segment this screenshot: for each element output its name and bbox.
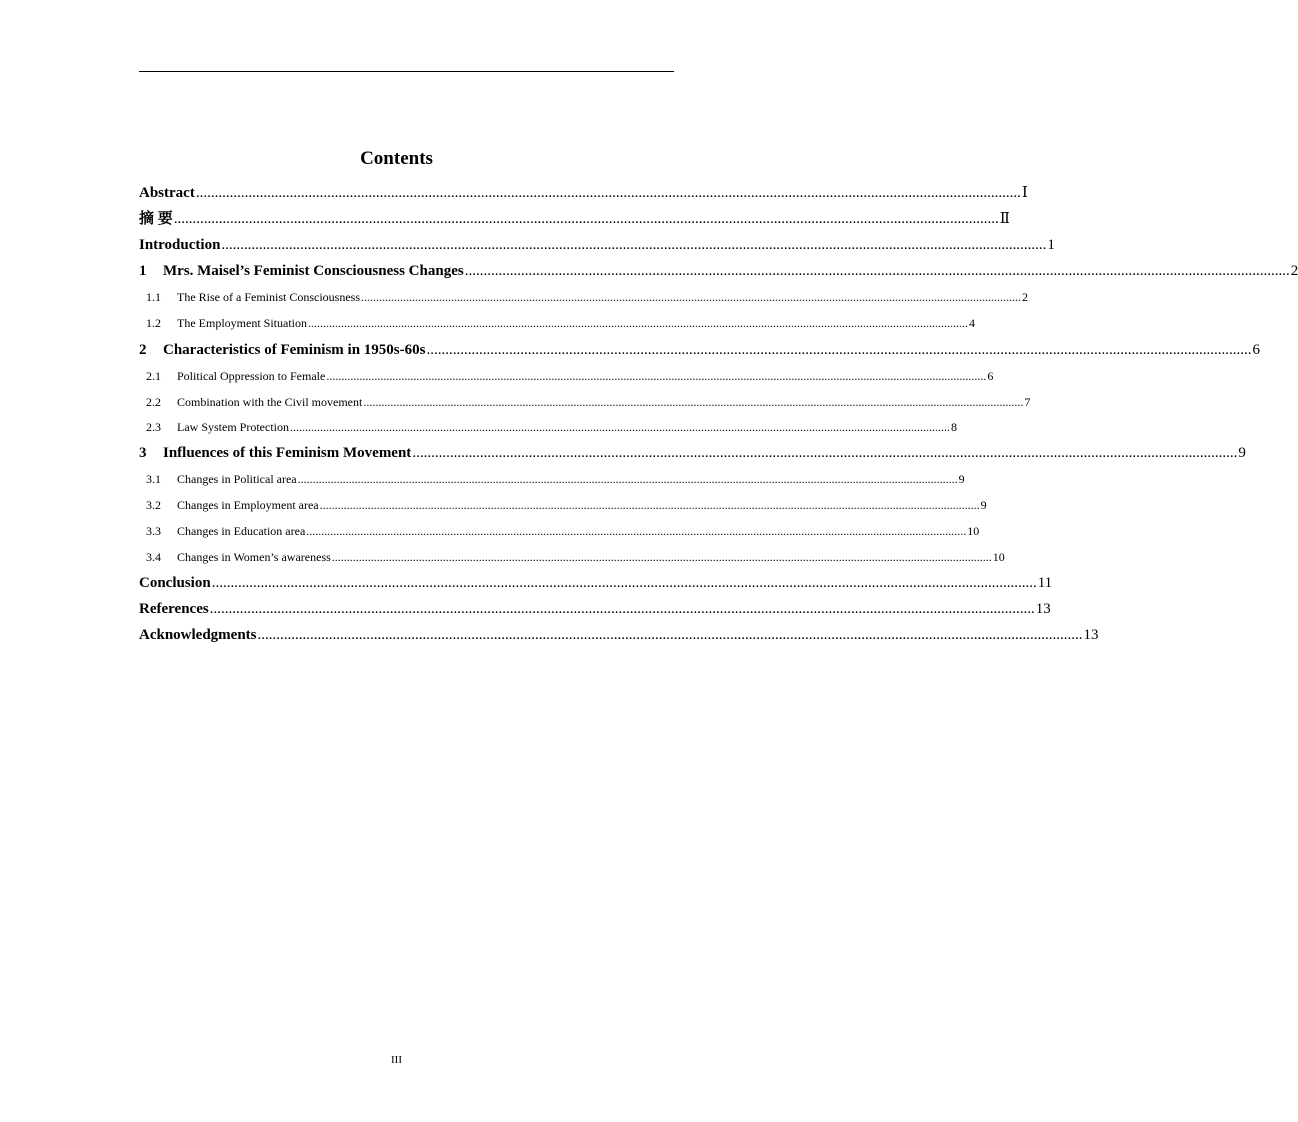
- toc-entry-page: 10: [992, 550, 1005, 564]
- toc-dot-leader: ............................................................................................................................................................................................................................: [173, 211, 999, 227]
- toc-entry-page: 9: [980, 498, 987, 512]
- toc-entry-number: 2.1: [146, 369, 161, 383]
- toc-entry-text: Characteristics of Feminism in 1950s-60s: [163, 342, 426, 358]
- toc-entry-text: The Employment Situation: [177, 316, 307, 330]
- toc-dot-leader: ............................................................................................................................................................................................................................: [326, 369, 987, 383]
- toc-entry-number: 1: [139, 263, 147, 279]
- toc-entry[interactable]: [146, 522, 980, 540]
- toc-title: Contents: [360, 148, 433, 169]
- toc-entry[interactable]: [139, 625, 1099, 645]
- toc-entry[interactable]: [139, 261, 1298, 281]
- toc-entry-text: Changes in Political area: [177, 472, 297, 486]
- toc-entry[interactable]: [139, 599, 1051, 619]
- toc-dot-leader: ............................................................................................................................................................................................................................: [412, 445, 1238, 461]
- toc-entry[interactable]: [139, 183, 1028, 203]
- toc-entry[interactable]: [139, 443, 1246, 463]
- toc-entry[interactable]: [139, 209, 1010, 229]
- toc-entry[interactable]: [146, 418, 957, 436]
- toc-entry-page: 2: [1290, 263, 1298, 279]
- toc-entry-page: 9: [1238, 445, 1246, 461]
- toc-entry-number: 2: [139, 342, 147, 358]
- toc-entry[interactable]: [139, 340, 1260, 360]
- toc-entry-page: Ⅰ: [1021, 185, 1028, 201]
- toc-dot-leader: ............................................................................................................................................................................................................................: [195, 185, 1021, 201]
- toc-entry-number: 3.4: [146, 550, 161, 564]
- toc-dot-leader: ............................................................................................................................................................................................................................: [361, 290, 1021, 304]
- toc-entry-page: 13: [1035, 601, 1051, 617]
- toc-entry[interactable]: [146, 470, 965, 488]
- toc-entry-text: The Rise of a Feminist Consciousness: [177, 290, 360, 304]
- toc-entry-text: Conclusion: [139, 575, 211, 591]
- toc-entry-page: 13: [1083, 627, 1099, 643]
- toc-dot-leader: ............................................................................................................................................................................................................................: [363, 395, 1024, 409]
- toc-dot-leader: ............................................................................................................................................................................................................................: [319, 498, 980, 512]
- toc-dot-leader: ............................................................................................................................................................................................................................: [289, 420, 950, 434]
- toc-dot-leader: ............................................................................................................................................................................................................................: [257, 627, 1083, 643]
- toc-entry[interactable]: [146, 288, 1028, 306]
- toc-entry-number: 3.1: [146, 472, 161, 486]
- toc-dot-leader: ............................................................................................................................................................................................................................: [297, 472, 958, 486]
- toc-dot-leader: ............................................................................................................................................................................................................................: [464, 263, 1290, 279]
- toc-entry-page: 2: [1022, 290, 1028, 304]
- toc-dot-leader: ............................................................................................................................................................................................................................: [331, 550, 992, 564]
- toc-entry-text: Changes in Employment area: [177, 498, 319, 512]
- toc-entry-page: 8: [950, 420, 957, 434]
- toc-entry-text: Mrs. Maisel’s Feminist Consciousness Changes: [163, 263, 464, 279]
- toc-entry-text: Law System Protection: [177, 420, 289, 434]
- toc-entry[interactable]: [146, 367, 994, 385]
- toc-entry[interactable]: [146, 314, 975, 332]
- toc-entry-page: 1: [1047, 237, 1055, 253]
- toc-entry[interactable]: [139, 235, 1055, 255]
- toc-dot-leader: ............................................................................................................................................................................................................................: [306, 524, 967, 538]
- toc-entry-text: Changes in Education area: [177, 524, 306, 538]
- toc-entry-number: 1.1: [146, 290, 161, 304]
- toc-entry[interactable]: [146, 496, 987, 514]
- toc-entry[interactable]: [139, 573, 1053, 593]
- toc-entry-number: 2.2: [146, 395, 161, 409]
- toc-entry-number: 3: [139, 445, 147, 461]
- toc-dot-leader: ............................................................................................................................................................................................................................: [426, 342, 1252, 358]
- toc-entry-page: 6: [987, 369, 994, 383]
- toc-entry-text: References: [139, 601, 209, 617]
- toc-entry-text: 摘 要: [139, 211, 173, 227]
- toc-dot-leader: ............................................................................................................................................................................................................................: [211, 575, 1037, 591]
- toc-dot-leader: ............................................................................................................................................................................................................................: [209, 601, 1035, 617]
- toc-entry-page: Ⅱ: [999, 211, 1010, 227]
- page-number: III: [391, 1054, 402, 1066]
- toc-entry[interactable]: [146, 548, 1005, 566]
- toc-entry-page: 6: [1252, 342, 1260, 358]
- toc-entry-page: 10: [967, 524, 980, 538]
- toc-entry-number: 3.3: [146, 524, 161, 538]
- toc-entry-page: 9: [958, 472, 965, 486]
- toc-entry-page: 11: [1037, 575, 1053, 591]
- toc-entry[interactable]: [146, 393, 1031, 411]
- toc-entry-page: 4: [968, 316, 975, 330]
- toc-dot-leader: ............................................................................................................................................................................................................................: [221, 237, 1047, 253]
- toc-entry-text: Abstract: [139, 185, 195, 201]
- toc-entry-text: Influences of this Feminism Movement: [163, 445, 412, 461]
- toc-entry-number: 2.3: [146, 420, 161, 434]
- toc-entry-text: Combination with the Civil movement: [177, 395, 363, 409]
- toc-entry-text: Introduction: [139, 237, 221, 253]
- toc-entry-text: Acknowledgments: [139, 627, 257, 643]
- toc-entry-number: 3.2: [146, 498, 161, 512]
- toc-entry-text: Changes in Women’s awareness: [177, 550, 331, 564]
- header-rule: [139, 71, 674, 72]
- toc-entry-text: Political Oppression to Female: [177, 369, 326, 383]
- toc-entry-number: 1.2: [146, 316, 161, 330]
- toc-entry-page: 7: [1024, 395, 1031, 409]
- toc-dot-leader: ............................................................................................................................................................................................................................: [307, 316, 968, 330]
